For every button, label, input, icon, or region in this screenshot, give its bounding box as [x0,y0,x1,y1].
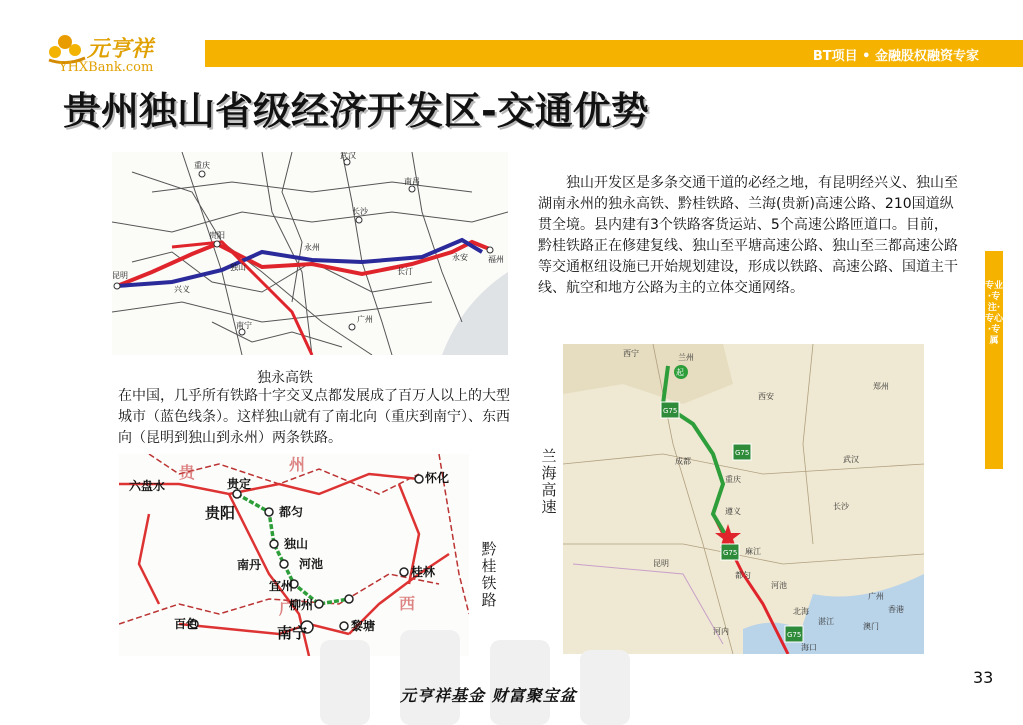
map3-vertical-label: 兰海高速 [541,447,557,516]
map2-region-label: 贵 [179,463,196,482]
map1-label: 长沙 [352,207,368,216]
map1-label: 广州 [357,315,373,324]
map2-region-label: 州 [289,455,306,474]
map3-label: 西安 [758,392,774,401]
map3-label: 河内 [713,627,729,636]
map3-label: 都匀 [735,571,751,580]
map2-label: 百色 [174,617,199,631]
map2-label: 黎塘 [351,619,376,633]
map3-label: 郑州 [873,382,889,391]
header-bar [205,40,1023,67]
svg-text:G75: G75 [723,549,738,557]
map3-start-label: 起 [676,368,684,377]
map3-label: 成都 [675,457,691,466]
map2-label: 柳州 [289,598,314,612]
map2-label: 怀化 [425,471,450,485]
map1-description: 在中国，几乎所有铁路十字交叉点都发展成了百万人以上的大型城市（蓝色线条）。这样独山就有了南北向（重庆到南宁）、东西向（昆明到独山到永州）两条铁路。 [118,388,510,446]
map1-label: 兴义 [174,285,190,294]
map2-label: 独山 [284,537,309,551]
map2-label: 南宁 [277,624,308,642]
map3-label: 遵义 [725,507,741,516]
qiangui-railway-map [119,454,469,656]
map1-label: 重庆 [194,161,210,170]
lanhai-expressway-map [563,344,924,654]
page-title: 贵州独山省级经济开发区-交通优势 [63,89,649,133]
map3-label: 广州 [868,592,884,601]
map2-region-label: 广 [279,599,296,618]
map1-label: 福州 [488,255,504,264]
map3-label: 澳门 [863,622,879,631]
map3-label: 海口 [801,643,817,652]
map3-label: 兰州 [678,353,694,362]
map2-label: 桂林 [411,565,436,579]
map2-label: 南丹 [237,558,262,572]
map2-label: 河池 [299,557,324,571]
map3-label: 武汉 [843,455,859,464]
map1-label: 永州 [304,243,320,252]
map3-label: 北海 [793,607,809,616]
map2-vertical-label: 黔桂铁路 [481,540,497,609]
map3-label: 重庆 [725,475,741,484]
map2-label: 都匀 [279,505,304,519]
watermark-logo [300,630,660,725]
rail-overview-map [112,152,508,355]
map1-label: 南宁 [236,321,252,330]
map1-label: 南昌 [404,177,420,186]
page-number: 33 [973,668,994,687]
brand-name: 元亨祥 [87,36,154,62]
footer-slogan: 元亨祥基金 财富聚宝盆 [400,686,577,705]
brand-logo [45,30,205,78]
map3-label: 湛江 [818,617,834,626]
svg-text:G75: G75 [787,631,802,639]
map3-label: 河池 [771,581,787,590]
map1-label: 昆明 [112,271,128,280]
main-paragraph: 独山开发区是多条交通干道的必经之地，有昆明经兴义、独山至湖南永州的独永高铁、黔桂铁路、兰海(贵新)高速公路、210国道纵贯全境。县内建有3个铁路客货运站、5个高速公路匝道口。目前，黔桂铁路正在修建复线、独山至平塘高速公路、独山至三都高速公路等交通枢纽设施已开始规划建设，形成以铁路、高速公路、国道主干线、航空和地方公路为主的立体交通网络。 [538,175,958,296]
map2-region-label: 西 [399,594,416,613]
map1-label: 长汀 [397,267,413,276]
map2-label: 六盘水 [129,479,166,493]
brand-site: YHXBank.com [59,60,154,75]
map3-label: 西宁 [623,349,639,358]
svg-text:G75: G75 [663,407,678,415]
map2-label: 贵阳 [205,504,236,522]
header-tagline: BT项目 • 金融股权融资专家 [812,49,979,64]
map2-label: 贵定 [227,477,252,491]
svg-text:G75: G75 [735,449,750,457]
map2-label: 宜州 [269,579,294,593]
map3-label: 麻江 [745,547,761,556]
map3-label: 昆明 [653,559,669,568]
map1-label: 独山 [230,263,246,272]
map1-label: 武汉 [340,152,356,160]
map3-label: 长沙 [833,502,849,511]
map1-label: 永安 [452,253,468,262]
map3-label: 香港 [888,605,904,614]
map1-caption: 独永高铁 [257,370,313,386]
side-tab: 专业·专注·专心·专属 [985,251,1003,469]
map1-label: 贵阳 [209,231,225,240]
